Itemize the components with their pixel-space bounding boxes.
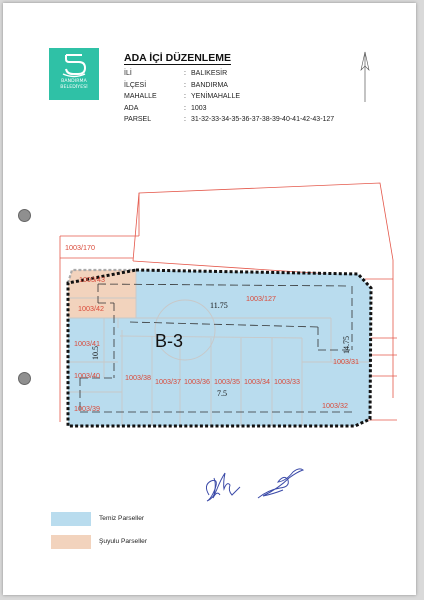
parcel-label-41: 1003/41 (74, 339, 100, 348)
info-colon: : (184, 104, 186, 112)
dimension-right: 14.75 (342, 336, 351, 354)
info-label: İLÇESİ (124, 81, 147, 89)
signature-1-icon (206, 473, 240, 501)
parcel-label-31: 1003/31 (333, 357, 359, 366)
parcel-label-43: 1003/43 (79, 275, 105, 284)
info-label: İLİ (124, 70, 132, 77)
parcel-label-37: 1003/37 (155, 377, 181, 386)
info-colon: : (184, 81, 186, 89)
info-colon: : (184, 116, 186, 124)
legend-label-clean: Temiz Parseller (99, 515, 145, 522)
dimension-top: 11.75 (210, 301, 228, 310)
info-value: BALIKESİR (191, 70, 228, 77)
parcel-label-33: 1003/33 (274, 377, 300, 386)
parcel-label-170: 1003/170 (65, 243, 95, 252)
parcel-label-36: 1003/36 (184, 377, 210, 386)
signature-2-icon (258, 469, 303, 498)
info-colon: : (184, 70, 186, 77)
info-label: ADA (124, 104, 139, 112)
north-arrow-icon (361, 52, 369, 102)
legend-label-shuyulu: Şuyulu Parseller (99, 538, 148, 545)
parcel-label-40: 1003/40 (74, 371, 100, 380)
page-title: ADA İÇİ DÜZENLEME (124, 52, 231, 64)
info-value: 31-32-33-34-35-36-37-38-39-40-41-42-43-127 (191, 116, 335, 124)
parcel-label-42: 1003/42 (78, 304, 104, 313)
info-colon: : (184, 93, 186, 101)
dimension-left: 10.5 (91, 346, 100, 360)
dimension-bottom: 7.5 (217, 389, 227, 398)
info-value: BANDIRMA (191, 81, 228, 89)
parcel-label-34: 1003/34 (244, 377, 270, 386)
signature-1-stroke-icon (213, 478, 220, 498)
info-label: MAHALLE (124, 93, 157, 101)
parcel-label-32: 1003/32 (322, 401, 348, 410)
logo-text-line2: BELEDİYESİ (60, 84, 88, 90)
parcel-label-127: 1003/127 (246, 294, 276, 303)
logo-text-line1: BANDIRMA (61, 79, 87, 84)
legend-swatch-clean (51, 512, 91, 526)
legend-swatch-shuyulu (51, 535, 91, 549)
info-value: 1003 (191, 104, 207, 112)
info-label: PARSEL (124, 116, 152, 124)
info-value: YENİMAHALLE (191, 93, 241, 101)
parcel-label-38: 1003/38 (125, 373, 151, 382)
block-label: B-3 (155, 331, 184, 351)
parcel-label-39: 1003/39 (74, 404, 100, 413)
parcel-label-35: 1003/35 (214, 377, 240, 386)
signatures (206, 469, 303, 501)
